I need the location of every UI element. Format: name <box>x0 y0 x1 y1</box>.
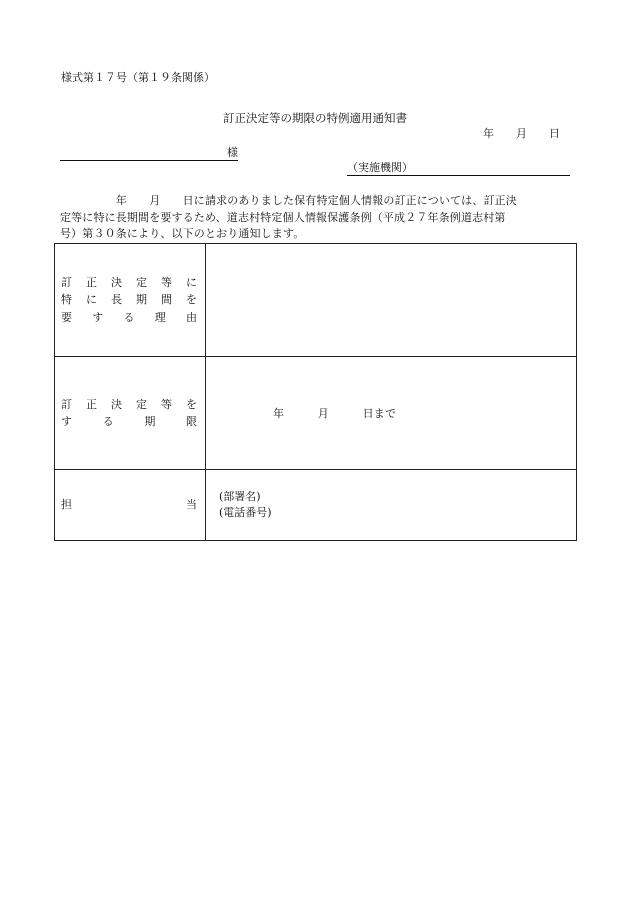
phone-number-label: (電話番号) <box>219 506 272 519</box>
form-number-label: 様式第１７号（第１９条関係） <box>61 71 215 84</box>
department-name-label: (部署名) <box>219 490 261 503</box>
contact-label: 担 当 <box>61 498 197 512</box>
reason-label-cell <box>55 244 206 357</box>
deadline-label-line-2: す る 期 限 <box>61 415 197 428</box>
notice-body-line: 号）第３０条により、以下のとおり通知します。 <box>60 227 305 241</box>
contact-value-cell <box>206 470 577 541</box>
deadline-value: 年 月 日まで <box>273 407 397 420</box>
reason-label-line-1: 訂 正 決 定 等 に <box>61 275 197 289</box>
deadline-value-cell <box>206 357 577 470</box>
table-row-contact <box>55 470 577 541</box>
notice-body-line: 定等に特に長期間を要するため、道志村特定個人情報保護条例（平成２７年条例道志村第 <box>60 210 506 224</box>
document-title: 訂正決定等の期限の特例適用通知書 <box>223 111 407 125</box>
table-row-deadline <box>55 357 577 470</box>
issue-date-line: 年 月 日 <box>483 127 560 140</box>
issuer-line <box>347 161 570 176</box>
deadline-label-line-1: 訂 正 決 定 等 を <box>61 397 197 411</box>
reason-label-line-3: 要 す る 理 由 <box>61 310 197 324</box>
reason-label-line-2: 特 に 長 期 間 を <box>61 293 197 307</box>
issuer-label: （実施機関） <box>347 161 413 174</box>
reason-value-cell <box>206 244 577 357</box>
notice-body <box>60 193 582 243</box>
contact-label-cell <box>55 470 206 541</box>
addressee-suffix: 様 <box>227 146 238 159</box>
addressee-line <box>60 146 238 161</box>
notice-body-line: 年 月 日に請求のありました保有特定個人情報の訂正については、訂正決 <box>60 194 517 207</box>
notice-table <box>54 243 577 541</box>
table-row-reason <box>55 244 577 357</box>
deadline-label-cell <box>55 357 206 470</box>
